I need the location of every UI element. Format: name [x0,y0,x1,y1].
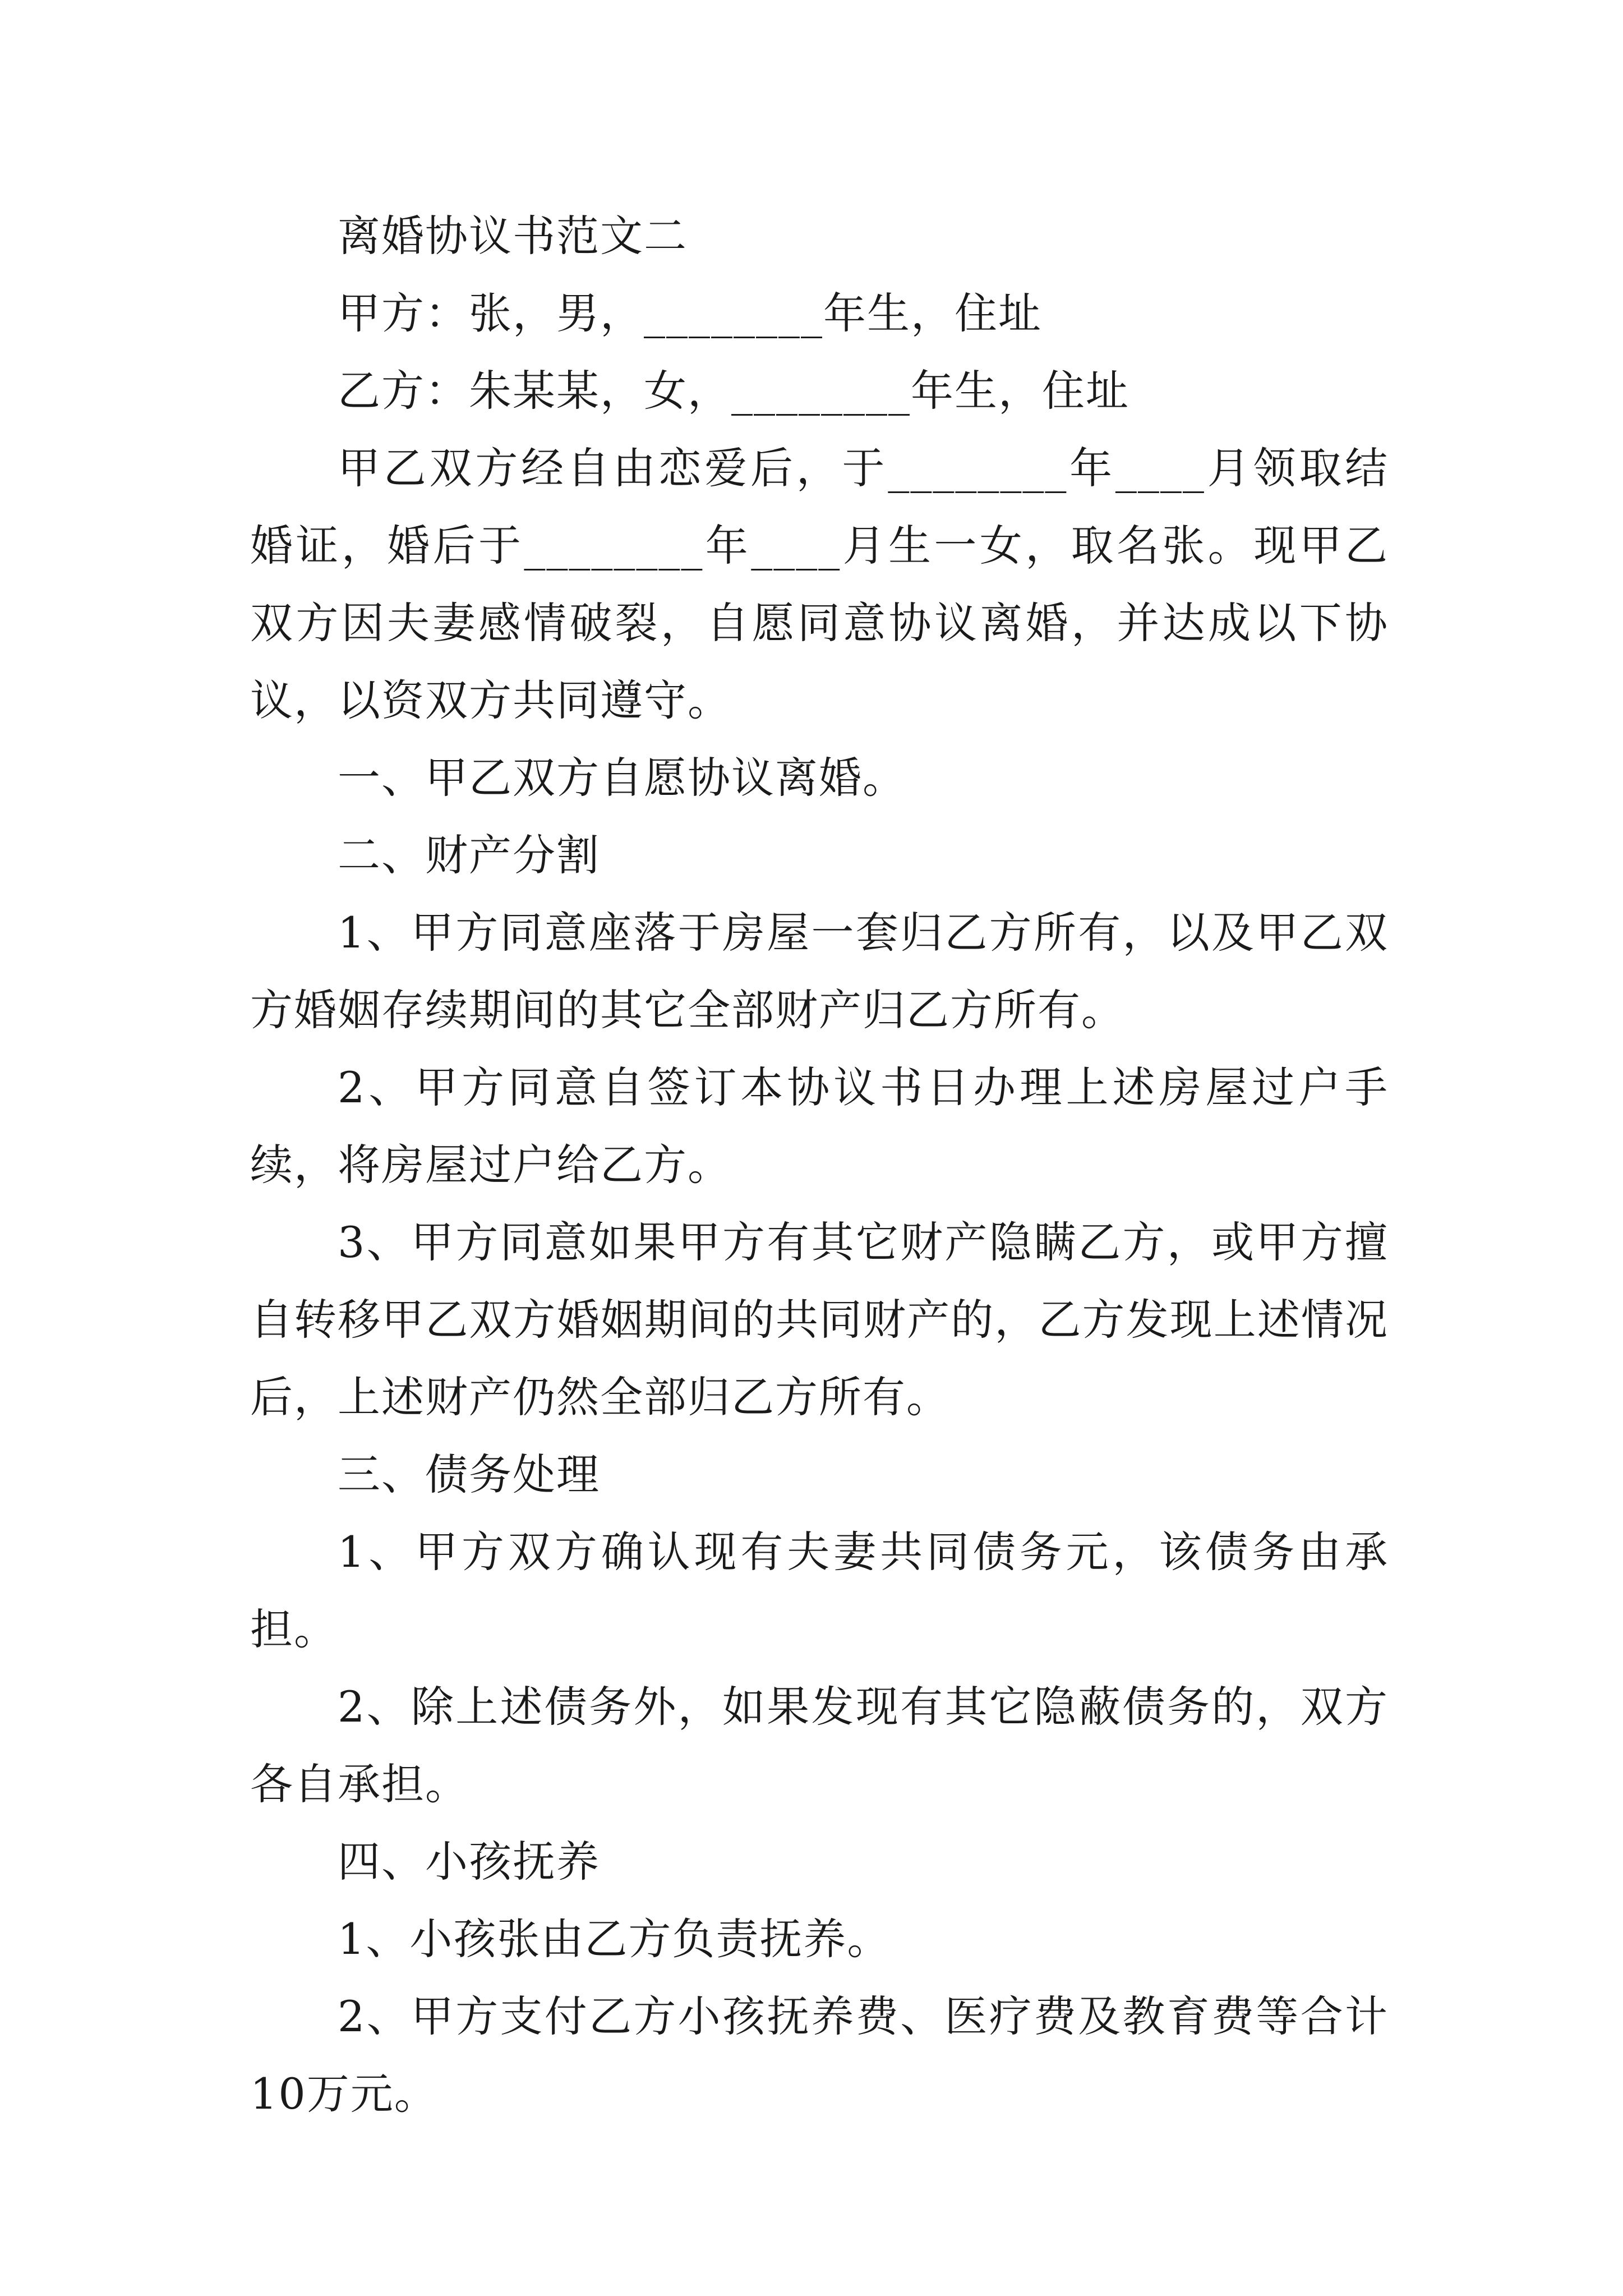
section-2-item-3: 3、甲方同意如果甲方有其它财产隐瞒乙方，或甲方擅自转移甲乙双方婚姻期间的共同财产的，乙方发现上述情况后，上述财产仍然全部归乙方所有。 [250,1217,1389,1422]
section-2-heading: 二、财产分割 [338,830,600,880]
section-3-item-2: 2、除上述债务外，如果发现有其它隐蔽债务的，双方各自承担。 [250,1682,1389,1809]
section-4-heading: 四、小孩抚养 [338,1837,600,1887]
section-3-heading: 三、债务处理 [338,1450,600,1499]
party-a-line: 甲方：张，男，________年生，住址 [338,288,1042,338]
section-1: 一、甲乙双方自愿协议离婚。 [338,753,906,803]
section-4-item-2: 2、甲方支付乙方小孩抚养费、医疗费及教育费等合计10万元。 [250,1991,1389,2119]
document-body [250,197,1389,2133]
section-2-item-2: 2、甲方同意自签订本协议书日办理上述房屋过户手续，将房屋过户给乙方。 [250,1062,1389,1190]
section-4-item-1: 1、小孩张由乙方负责抚养。 [338,1914,891,1964]
section-3-item-1: 1、甲方双方确认现有夫妻共同债务元，该债务由承担。 [250,1527,1389,1654]
section-2-item-1: 1、甲方同意座落于房屋一套归乙方所有，以及甲乙双方婚姻存续期间的其它全部财产归乙方所有。 [250,908,1389,1035]
document-title: 离婚协议书范文二 [338,211,688,261]
intro-paragraph: 甲乙双方经自由恋爱后，于________年____月领取结婚证，婚后于________年____月生一女，取名张。现甲乙双方因夫妻感情破裂，自愿同意协议离婚，并达成以下协议，以资双方共同遵守。 [250,443,1389,725]
party-b-line: 乙方：朱某某，女，________年生，住址 [338,366,1129,416]
